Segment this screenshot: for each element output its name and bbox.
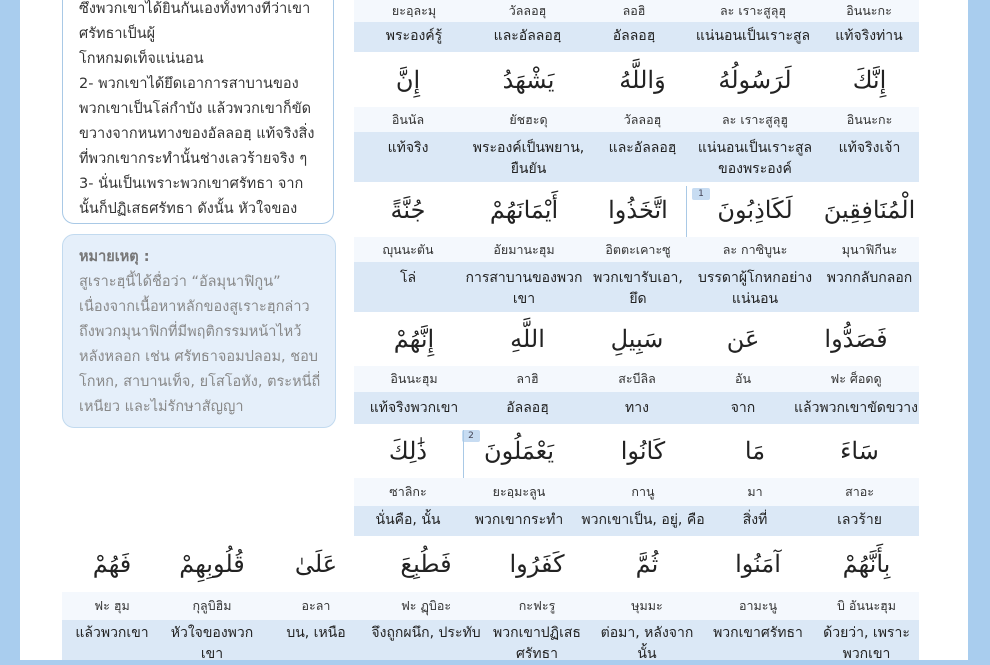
arabic-word: أَيْمَانَهُمْ: [489, 195, 559, 224]
arabic-word: اللَّهِ: [510, 325, 545, 353]
arabic-word: مَا: [744, 437, 766, 465]
translit-cell: ฟะ ฮุม: [94, 598, 130, 613]
word-row-5: [62, 536, 919, 660]
meaning-cell: บรรดาผู้โกหกอย่างแน่นอน: [697, 270, 813, 307]
translit-cell: ละ เราะสูลุฮู: [722, 111, 788, 127]
meaning-cell: แน่นอนเป็นเราะสูลของพระองค์: [697, 140, 813, 177]
translit-cell: อัยมานะฮุม: [493, 241, 555, 257]
translit-cell: อินนะฮุม: [390, 371, 438, 386]
arabic-word: لَرَسُولُهُ: [718, 65, 792, 94]
arabic-word: وَاللَّهُ: [619, 65, 666, 94]
translation-line-1: โกหกมดเท็จแน่นอน: [79, 51, 204, 67]
translit-cell: ยัชฮะดุ: [509, 111, 548, 127]
meaning-cell: หัวใจของพวกเขา: [170, 625, 254, 662]
meaning-cell: พวกกลับกลอก: [826, 270, 913, 286]
translit-cell: ญุนนะตัน: [382, 241, 434, 257]
arabic-word: كَفَرُوا: [509, 550, 565, 578]
translit-cell: กานู: [631, 484, 655, 499]
word-row-1: [354, 52, 919, 182]
arabic-word: فَهُمْ: [92, 550, 132, 578]
arabic-word: جُنَّةً: [390, 195, 426, 224]
meaning-cell: และอัลลอฮฺ: [493, 28, 562, 44]
translit-cell: ษุมมะ: [631, 598, 663, 613]
word-row-2: [354, 182, 919, 312]
arabic-word: [462, 424, 576, 478]
meaning-cell: พวกเขารับเอา, ยึด: [593, 270, 683, 307]
arabic-word: سَاءَ: [840, 437, 879, 465]
translation-box: [62, 0, 334, 224]
arabic-word: ذَٰلِكَ: [388, 437, 428, 465]
translit-cell: สาอะ: [845, 484, 874, 499]
translit-cell: ละ กาซิบูนะ: [722, 241, 788, 257]
word-row-3: [354, 312, 919, 424]
meaning-cell: และอัลลอฮฺ: [608, 140, 677, 156]
arabic-word-text: يَعْمَلُونَ: [483, 437, 555, 465]
meaning-cell: พระองค์รู้: [385, 28, 443, 44]
translit-cell: อะลา: [301, 598, 331, 613]
translit-cell: อินนัล: [391, 111, 425, 127]
meaning-cell: พวกเขาปฏิเสธศรัทธา: [493, 625, 581, 662]
translation-item-2: 2- พวกเขาได้ยึดเอาการสาบานของพวกเขาเป็นโล่กำบัง แล้วพวกเขาก็ขัดขวางจากหนทางของอัลลอฮฺ แท้จริงสิ่งที่พวกเขากระทำนั้นช่างเลวร้ายจริง ๆ: [79, 76, 315, 167]
arabic-word: يَشْهَدُ: [502, 65, 555, 94]
meaning-cell: แท้จริง: [387, 140, 429, 156]
arabic-word: كَانُوا: [620, 437, 666, 465]
meaning-cell: แท้จริงพวกเขา: [369, 400, 459, 416]
translit-cell: สะบีลิล: [618, 371, 656, 386]
translation-line-0: ซึ่งพวกเขาได้ยินกันเองทั้งทางที่ว่าเขาศรัทธาเป็นผู้: [79, 1, 311, 42]
arabic-word: إِنَّهُمْ: [393, 325, 435, 353]
arabic-word: سَبِيلِ: [610, 325, 664, 353]
arabic-word: عَلَىٰ: [294, 550, 338, 578]
meaning-cell: แท้จริงเจ้า: [838, 140, 901, 156]
arabic-word: ثُمَّ: [635, 550, 659, 578]
meaning-cell: อัลลอฮฺ: [612, 28, 656, 44]
meaning-cell: โล่: [399, 270, 417, 286]
note-box: [62, 234, 336, 428]
word-row-4: [354, 424, 919, 536]
note-body: สูเราะฮฺนี้ได้ชื่อว่า “อัลมุนาฟิกูน” เนื่องจากเนื้อหาหลักของสูเราะฮฺกล่าวถึงพวกมุนาฟิกที่มีพฤติกรรมหน้าไหว้หลังหลอก เช่น ศรัทธาจอมปลอม, ชอบโกหก, สาบานเท็จ, ยโสโอหัง, ตระหนี่ถี่เหนียว และไม่รักษาสัญญา: [79, 274, 321, 415]
meaning-cell: นั่นคือ, นั้น: [375, 512, 441, 528]
arabic-word-text: لَكَاذِبُونَ: [717, 195, 793, 224]
meaning-cell: แล้วพวกเขาขัดขวาง: [793, 400, 919, 416]
meaning-cell: แล้วพวกเขา: [75, 625, 149, 641]
arabic-word: آمَنُوا: [735, 550, 781, 578]
translit-cell: กะฟะรู: [518, 598, 556, 613]
translit-cell: อามะนู: [738, 598, 778, 613]
translit-cell: วัลลอฮุ: [623, 111, 662, 127]
translit-cell: มุนาฟิกีนะ: [841, 241, 898, 257]
translit-cell: มา: [747, 484, 763, 499]
meaning-cell: ทาง: [625, 400, 649, 416]
meaning-cell: ต่อมา, หลังจากนั้น: [600, 625, 694, 662]
translit-cell: ละ เราะสูลุฮุ: [720, 3, 786, 18]
meaning-cell: แน่นอนเป็นเราะสูล: [695, 28, 811, 44]
meaning-cell: ด้วยว่า, เพราะพวกเขา: [823, 625, 910, 662]
translation-item-3: 3- นั่นเป็นเพราะพวกเขาศรัทธา จากนั้นก็ปฏิเสธศรัทธา ดังนั้น หัวใจของ: [79, 176, 304, 217]
translit-cell: ลอฮิ: [622, 3, 646, 18]
arabic-word: [690, 182, 820, 237]
meaning-cell: พวกเขาศรัทธา: [713, 625, 803, 641]
translit-cell: ฟะ ฏุบิอะ: [400, 598, 452, 613]
arabic-word: بِأَنَّهُمْ: [842, 550, 891, 578]
word-row-0: [354, 0, 919, 52]
translit-cell: อินนะกะ: [846, 3, 892, 18]
translit-cell: กุลูบิฮิม: [192, 598, 232, 613]
meaning-cell: แท้จริงท่าน: [835, 28, 903, 44]
arabic-word: الْمُنَافِقِينَ: [823, 195, 916, 224]
arabic-word: فَصَدُّوا: [824, 325, 888, 353]
arabic-word: إِنَّكَ: [852, 65, 887, 94]
note-title: หมายเหตุ :: [79, 249, 150, 265]
meaning-cell: สิ่งที่: [742, 512, 768, 528]
meaning-cell: จึงถูกผนึก, ประทับ: [371, 625, 481, 641]
ayah-number: 1: [692, 188, 710, 200]
meaning-cell: พวกเขาเป็น, อยู่, คือ: [581, 512, 705, 528]
meaning-cell: เลวร้าย: [837, 512, 882, 528]
arabic-word: اتَّخَذُوا: [608, 195, 668, 224]
translit-cell: ฟะ ศ็อดดู: [830, 371, 882, 386]
translit-cell: ยะอฺมะลูน: [492, 484, 546, 499]
meaning-cell: จาก: [730, 400, 756, 416]
arabic-word: قُلُوبِهِمْ: [179, 550, 245, 578]
translit-cell: บิ อันนะฮุม: [836, 598, 897, 613]
meaning-cell: พระองค์เป็นพยาน, ยืนยัน: [472, 140, 585, 177]
meaning-cell: การสาบานของพวกเขา: [465, 270, 583, 307]
meaning-cell: พวกเขากระทำ: [474, 512, 564, 528]
arabic-word: إِنَّ: [395, 65, 421, 94]
translit-cell: ซาลิกะ: [389, 484, 427, 499]
translit-cell: ลาฮิ: [516, 371, 539, 386]
translit-cell: ยะอฺละมุ: [391, 3, 437, 18]
meaning-cell: บน, เหนือ: [286, 625, 346, 641]
translit-cell: อัน: [734, 371, 752, 386]
translit-cell: อิตตะเคาะซู: [605, 241, 671, 257]
meaning-cell: อัลลอฮฺ: [506, 400, 549, 416]
arabic-word: فَطُبِعَ: [400, 550, 452, 578]
arabic-word: عَن: [726, 325, 760, 353]
translit-cell: อินนะกะ: [846, 111, 893, 127]
translit-cell: วัลลอฮุ: [508, 3, 547, 18]
ayah-number: 2: [462, 430, 480, 442]
